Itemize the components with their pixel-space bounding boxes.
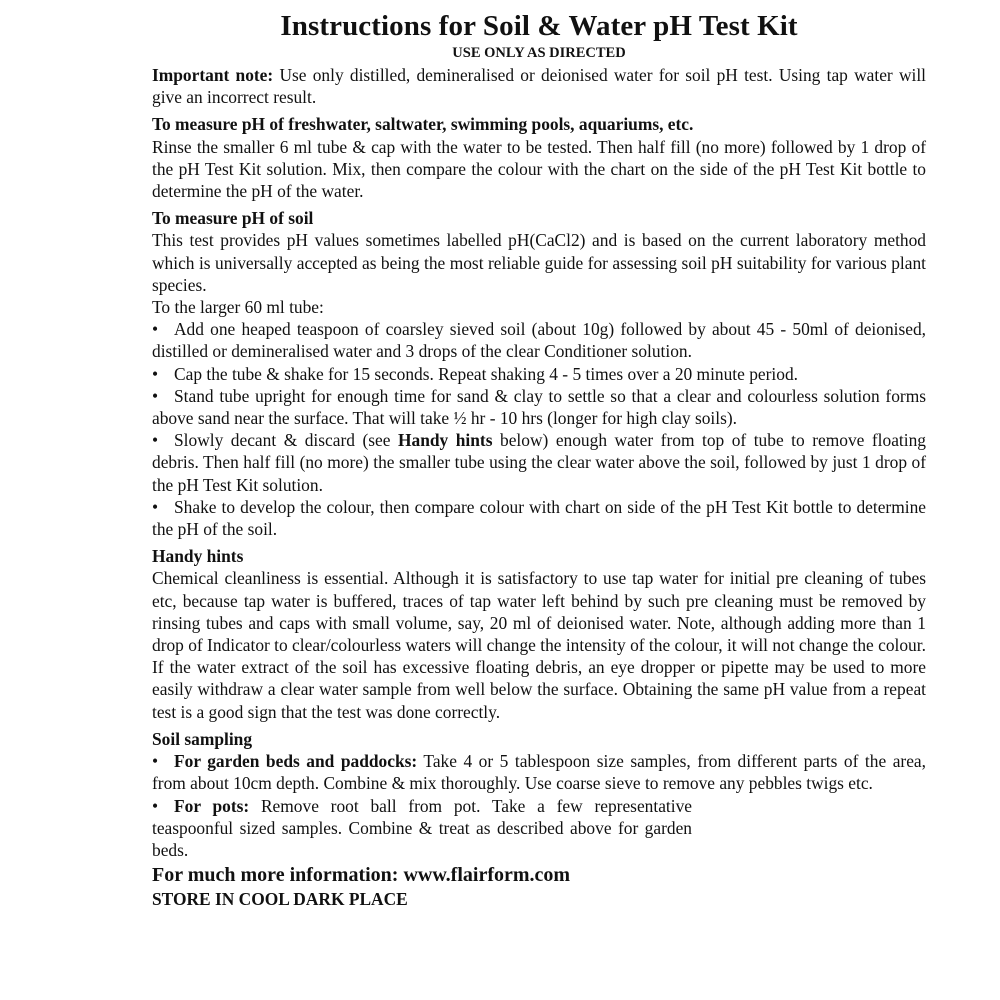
soil-step-1: [152, 318, 926, 362]
bullet-dot: •: [152, 363, 159, 384]
hints-paragraph-1: Chemical cleanliness is essential. Although it is satisfactory to use tap water for initial pre cleaning of tubes etc, because tap water is buffered, traces of tap water left behind by such pre cleaning must be removed by rinsing tubes and caps with small volume, say, 20 ml of deionised water. Note, although adding more than 1 drop of Indicator to clear/colourless waters will change the intensity of the colour, it will not change the colour.: [152, 568, 926, 656]
important-label: Important note:: [152, 65, 274, 85]
step-text: Stand tube upright for enough time for sand & clay to settle so that a clear and colourless solution forms above sand near the surface. That will take ½ hr - 10 hrs (longer for high clay soils).: [152, 385, 926, 429]
soil-larger-tube: To the larger 60 ml tube:: [152, 297, 324, 318]
important-text: Use only distilled, demineralised or deionised water for soil pH test. Using tap water will give an incorrect result.: [152, 65, 927, 108]
sampling-heading: Soil sampling: [152, 728, 253, 749]
bullet-dot: •: [152, 319, 159, 340]
storage-note: STORE IN COOL DARK PLACE: [152, 889, 408, 910]
important-note: [152, 64, 926, 108]
water-text: Rinse the smaller 6 ml tube & cap with the water to be tested. Then half fill (no more) followed by 1 drop of the pH Test Kit solution. Mix, then compare the colour with the chart on the side of the pH Test Kit bottle to determine the pH of the water.: [152, 136, 926, 202]
step-text-bold: Handy hints: [397, 430, 493, 451]
garden-text: Take 4 or 5 tablespoon size samples, from different parts of the area, from about 10cm depth. Combine & mix thoroughly. Use coarse sieve to remove any pebbles twigs etc.: [152, 751, 926, 794]
step-text: Shake to develop the colour, then compare colour with chart on side of the pH Test Kit bottle to determine the pH of the soil.: [152, 496, 926, 540]
garden-label: For garden beds and paddocks:: [174, 751, 418, 772]
bullet-dot: •: [152, 751, 159, 772]
soil-step-3: [152, 385, 926, 429]
bullet-dot: •: [152, 385, 159, 406]
more-info-line: For much more information: www.flairform.com: [152, 864, 571, 887]
step-text-post: below) enough water from top of tube to remove floating debris. Then half fill (no more) the smaller tube using the clear water above the soil, followed by just 1 drop of the pH Test Kit solution.: [152, 430, 926, 495]
soil-heading: To measure pH of soil: [152, 208, 314, 229]
sampling-pots: [152, 795, 692, 862]
pots-text: Remove root ball from pot. Take a few representative teaspoonful sized samples. Combine & treat as described above for garden beds.: [152, 795, 692, 860]
soil-step-2: [152, 363, 926, 385]
sampling-garden: [152, 750, 926, 794]
soil-intro: This test provides pH values sometimes labelled pH(CaCl2) and is based on the current laboratory method which is universally accepted as being the most reliable guide for assessing soil pH suitability for various plant species.: [152, 230, 926, 295]
pots-label: For pots:: [174, 795, 250, 816]
step-text: Cap the tube & shake for 15 seconds. Repeat shaking 4 - 5 times over a 20 minute period.: [174, 363, 798, 384]
page-title: Instructions for Soil & Water pH Test Kit: [280, 10, 798, 42]
water-heading: To measure pH of freshwater, saltwater, swimming pools, aquariums, etc.: [152, 114, 694, 135]
hints-heading: Handy hints: [152, 546, 244, 567]
soil-step-5: [152, 496, 926, 540]
bullet-dot: •: [152, 496, 159, 517]
hints-paragraph-2: If the water extract of the soil has excessive floating debris, an eye dropper or pipette may be used to more easily withdraw a clear water sample from well below the surface. Obtaining the same pH value from a repeat test is a good sign that the test was done correctly.: [152, 657, 926, 722]
bullet-dot: •: [152, 795, 159, 816]
soil-step-4: [152, 429, 926, 496]
step-text-pre: Slowly decant & discard (see: [174, 430, 398, 451]
bullet-dot: •: [152, 430, 159, 451]
page-subtitle: USE ONLY AS DIRECTED: [452, 45, 626, 61]
step-text: Add one heaped teaspoon of coarsley sieved soil (about 10g) followed by about 45 - 50ml of deionised, distilled or demineralised water and 3 drops of the clear Conditioner solution.: [152, 319, 926, 362]
